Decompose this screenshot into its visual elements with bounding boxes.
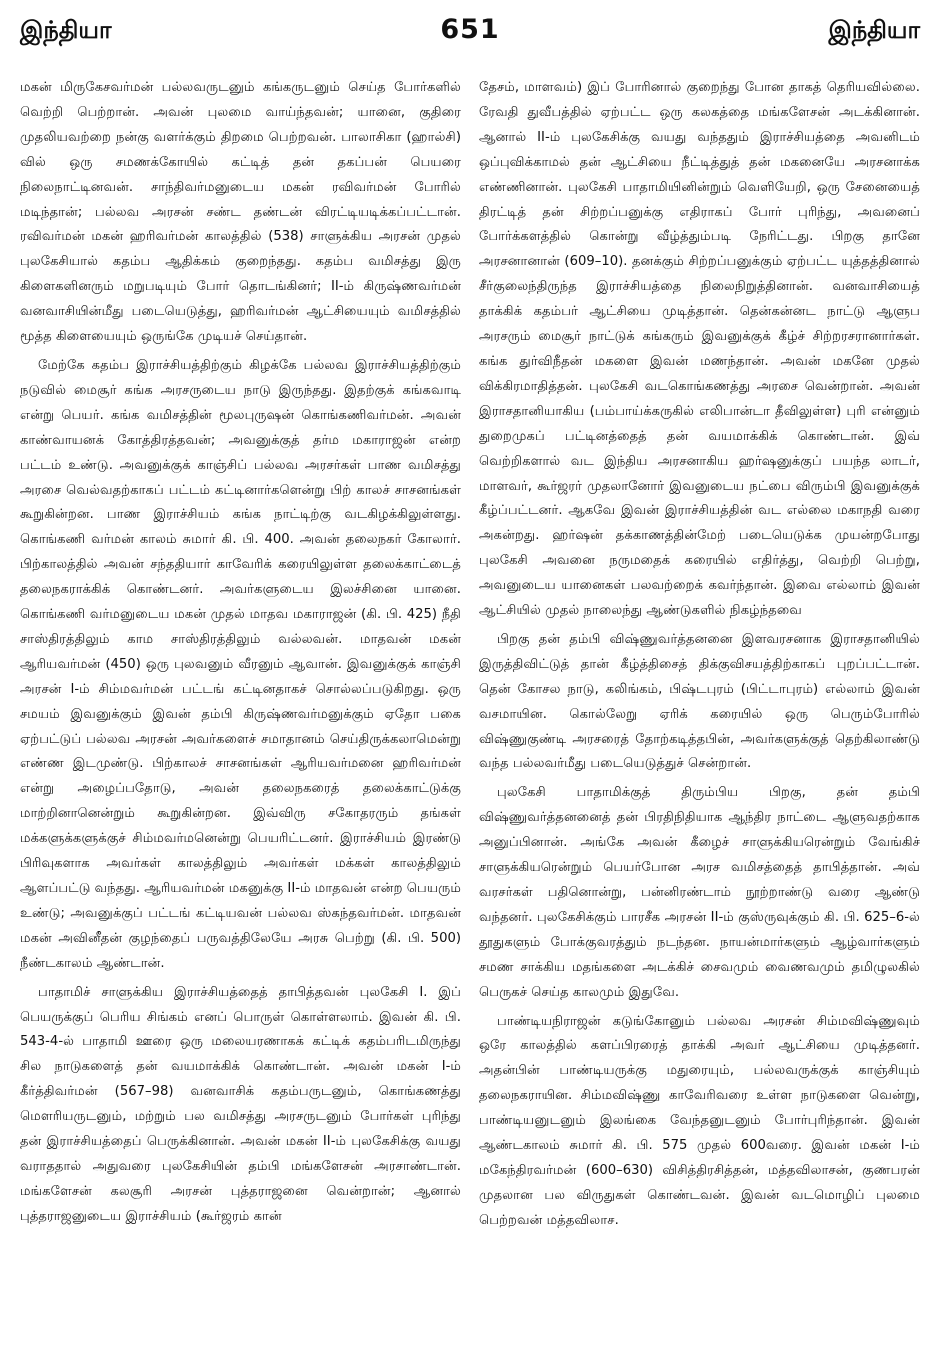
page-number: 651 <box>440 14 500 45</box>
page-header <box>20 14 920 54</box>
paragraph: பாண்டியநிராஜன் கடுங்கோனும் பல்லவ அரசன் சிம்மவிஷ்ணுவும் ஒரே காலத்தில் களப்பிரரைத் தாக்கி அவர் ஆட்சியை முடித்தனர். அதன்பின் பாண்டியருக்கு மதுரையும், பல்லவருக்குக் காஞ்சியும் தலைநகராயின. சிம்மவிஷ்ணு காவேரிவரை உள்ள நாடுகளை வென்று, பாண்டியனுடனும் இலங்கை வேந்தனுடனும் போர்புரிந்தான். இவன் ஆண்டகாலம் சுமார் கி. பி. 575 முதல் 600வரை. இவன் மகன் I-ம் மகேந்திரவர்மன் (600–630) விசித்திரசித்தன், மத்தவிலாசன், குணபரன் முதலான பல விருதுகள் கொண்டவன். இவன் வடமொழிப் புலமை பெற்றவன் மத்தவிலாச. <box>479 1013 920 1228</box>
paragraph: மகன் மிருகேசவர்மன் பல்லவருடனும் கங்கருடனும் செய்த போர்களில் வெற்றி பெற்றான். அவன் புலமை வாய்ந்தவன்; யானை, குதிரை முதலியவற்றை நன்கு வளர்க்கும் திறமை பெற்றவன். பாலாசிகா (ஹால்சி) வில் ஒரு சமணக்கோயில் கட்டித் தன் தகப்பன் பெயரை நிலைநாட்டினவன். சாந்திவர்மனுடைய மகன் ரவிவர்மன் போரில் மடிந்தான்; பல்லவ அரசன் சண்ட தண்டன் விரட்டியடிக்கப்பட்டான். ரவிவர்மன் மகன் ஹரிவர்மன் காலத்தில் (538) சாளுக்கிய அரசன் முதல் புலகேசியால் கதம்ப ஆதிக்கம் குறைந்தது. கதம்ப வமிசத்து இரு கிளைகளினரும் மறுபடியும் போர் தொடங்கினர்; II-ம் கிருஷ்ணவர்மன் வனவாசியின்மீது படையெடுத்து, ஹரிவர்மன் ஆட்சியையும் வமிசத்தில் மூத்த கிளையையும் ஒருங்கே முடியச் செய்தான். <box>20 80 461 345</box>
running-head-right: இந்தியா <box>828 16 920 44</box>
running-head-left: இந்தியா <box>20 16 112 44</box>
right-column <box>479 76 920 1238</box>
paragraph: பாதாமிச் சாளுக்கிய இராச்சியத்தைத் தாபித்தவன் புலகேசி I. இப் பெயருக்குப் பெரிய சிங்கம் எனப் பொருள் கொள்ளலாம். இவன் கி. பி. 543-4-ல் பாதாமி ஊரை ஒரு மலையரணாகக் கட்டிக் கதம்பரிடமிருந்து சில நாடுகளைத் தன் வயமாக்கிக் கொண்டான். அவன் மகன் I-ம் கீர்த்திவர்மன் (567–98) வனவாசிக் கதம்பருடனும், கொங்கணத்து மௌரியருடனும், மற்றும் பல வமிசத்து அரசருடனும் போர்கள் புரிந்து தன் இராச்சியத்தைப் பெருக்கினான். அவன் மகன் II-ம் புலகேசிக்கு வயது வராததால் அதுவரை புலகேசியின் தம்பி மங்களேசன் அரசாண்டான். மங்களேசன் கலசூரி அரசன் புத்தராஜனை வென்றான்; ஆனால் புத்தராஜனுடைய இராச்சியம் (கூர்ஜரம் கான் <box>20 984 461 1224</box>
left-column <box>20 76 461 1238</box>
paragraph: தேசம், மாளவம்) இப் போரினால் குறைந்து போன தாகத் தெரியவில்லை. ரேவதி துவீபத்தில் ஏற்பட்ட ஒரு கலகத்தை மங்களேசன் அடக்கினான். ஆனால் II-ம் புலகேசிக்கு வயது வந்ததும் இராச்சியத்தை அவனிடம் ஒப்புவிக்காமல் தன் ஆட்சியை நீட்டித்துத் தன் மகனையே அரசனாக்க எண்ணினான். புலகேசி பாதாமியினின்றும் வெளியேறி, ஒரு சேனையைத் திரட்டித் தன் சிற்றப்பனுக்கு எதிராகப் போர் புரிந்து, அவனைப் போர்க்களத்தில் கொன்று வீழ்த்தும்படி நேரிட்டது. பிறகு தானே அரசனானான் (609–10). தனக்கும் சிற்றப்பனுக்கும் ஏற்பட்ட யுத்தத்தினால் சீர்குலைந்திருந்த இராச்சியத்தை நிலைநிறுத்தினான். வனவாசியைத் தாக்கிக் கதம்பர் ஆட்சியை முடித்தான். தென்கன்னட நாட்டு ஆளுப அரசரும் மைசூர் நாட்டுக் கங்கரும் இவனுக்குக் கீழ்ச் சிற்றரசரானார்கள். கங்க துர்விநீதன் மகளை இவன் மணந்தான். அவன் மகனே முதல் விக்கிரமாதித்தன். புலகேசி வடகொங்கணத்து அரசை வென்றான். அவன் இராசதானியாகிய (பம்பாய்க்கருகில் எலிபான்டா தீவிலுள்ள) புரி என்னும் துறைமுகப் பட்டினத்தைத் தன் வயமாக்கிக் கொண்டான். இவ் வெற்றிகளால் வட இந்திய அரசனாகிய ஹர்ஷனுக்குப் பயந்த லாடர், மாளவர், கூர்ஜரர் முதலானோர் இவனுடைய நட்பை விரும்பி இவனுக்குக் கீழ்ப்பட்டனர். ஆகவே இவன் இராச்சியத்தின் வட எல்லை மகாநதி வரை அகன்றது. ஹர்ஷன் தக்காணத்தின்மேற் படையெடுக்க முயன்றபோது புலகேசி அவனை நருமதைக் கரையில் எதிர்த்து, வெற்றி பெற்று, அவனுடைய யானைகள் பலவற்றைக் கவர்ந்தான். இவை எல்லாம் இவன் ஆட்சியில் முதல் நாலைந்து ஆண்டுகளில் நிகழ்ந்தவை <box>479 80 920 619</box>
body-columns <box>20 76 920 1238</box>
paragraph: மேற்கே கதம்ப இராச்சியத்திற்கும் கிழக்கே பல்லவ இராச்சியத்திற்கும் நடுவில் மைசூர் கங்க அரசருடைய நாடு இருந்தது. இதற்குக் கங்கவாடி என்று பெயர். கங்க வமிசத்தின் மூலபுருஷன் கொங்கணிவர்மன். அவன் காண்வாயனக் கோத்திரத்தவன்; அவனுக்குத் தர்ம மகாராஜன் என்ற பட்டம் உண்டு. அவனுக்குக் காஞ்சிப் பல்லவ அரசர்கள் பாண வமிசத்து அரசை வெல்வதற்காகப் பட்டம் கட்டினார்களென்று பிற் காலச் சாசனங்கள் கூறுகின்றன. பாண இராச்சியம் கங்க நாட்டிற்கு வடகிழக்கிலுள்ளது. கொங்கணி வர்மன் காலம் சுமார் கி. பி. 400. அவன் தலைநகர் கோலார். பிற்காலத்தில் அவன் சந்ததியார் காவேரிக் கரையிலுள்ள தலைக்காட்டைத் தலைநகராக்கிக் கொண்டனர். அவர்களுடைய இலச்சினை யானை. கொங்கணி வர்மனுடைய மகன் முதல் மாதவ மகாராஜன் (கி. பி. 425) நீதி சாஸ்திரத்திலும் காம சாஸ்திரத்திலும் வல்லவன். மாதவன் மகன் ஆரியவர்மன் (450) ஒரு புலவனும் வீரனும் ஆவான். இவனுக்குக் காஞ்சி அரசன் I-ம் சிம்மவர்மன் பட்டங் கட்டினதாகச் சொல்லப்படுகிறது. ஒரு சமயம் இவனுக்கும் இவன் தம்பி கிருஷ்ணவர்மனுக்கும் ஏதோ பகை ஏற்பட்டுப் பல்லவ அரசன் அவர்களைச் சமாதானம் செய்திருக்கலாமென்று எண்ண இடமுண்டு. பிற்காலச் சாசனங்கள் ஆரியவர்மனை ஹரிவர்மன் என்று அழைப்பதோடு, அவன் தலைநகரைத் தலைக்காட்டுக்கு மாற்றினானென்றும் கூறுகின்றன. இவ்விரு சகோதரரும் தங்கள் மக்களுக்களுக்குச் சிம்மவர்மனென்று பெயரிட்டனர். இராச்சியம் இரண்டு பிரிவுகளாக அவர்கள் காலத்திலும் அவர்கள் மக்கள் காலத்திலும் ஆளப்பட்டு வந்தது. ஆரியவர்மன் மகனுக்கு II-ம் மாதவன் என்ற பெயரும் உண்டு; அவனுக்குப் பட்டங் கட்டியவன் பல்லவ ஸ்கந்தவர்மன். மாதவன் மகன் அவினீதன் குழந்தைப் பருவத்திலேயே அரசு பெற்று (கி. பி. 500) நீண்டகாலம் ஆண்டான். <box>20 357 461 971</box>
paragraph: பிறகு தன் தம்பி விஷ்ணுவர்த்தனனை இளவரசனாக இராசதானியில் இருத்திவிட்டுத் தான் கீழ்த்திசைத் திக்குவிசயத்திற்காகப் புறப்பட்டான். தென் கோசல நாடு, கலிங்கம், பிஷ்டபுரம் (பிட்டாபுரம்) எல்லாம் இவன் வசமாயின. கொல்லேறு ஏரிக் கரையில் ஒரு பெரும்போரில் விஷ்ணுகுண்டி அரசரைத் தோற்கடித்தபின், அவர்களுக்குத் தெற்கிலாண்டு வந்த பல்லவர்மீது படையெடுத்துச் சென்றான். <box>479 631 920 772</box>
paragraph: புலகேசி பாதாமிக்குத் திரும்பிய பிறகு, தன் தம்பி விஷ்ணுவர்த்தனனைத் தன் பிரதிநிதியாக ஆந்திர நாட்டை ஆளுவதற்காக அனுப்பினான். அங்கே அவன் கீழைச் சாளுக்கியரென்றும் வேங்கிச் சாளுக்கியரென்றும் பெயர்போன அரச வமிசத்தைத் தாபித்தான். அவ் வரசர்கள் பதினொன்று, பன்னிரண்டாம் நூற்றாண்டு வரை ஆண்டு வந்தனர். புலகேசிக்கும் பாரசீக அரசன் II-ம் குஸ்ருவுக்கும் கி. பி. 625–6-ல் தூதுகளும் போக்குவரத்தும் நடந்தன. நாயன்மார்களும் ஆழ்வார்களும் சமண சாக்கிய மதங்களை அடக்கிச் சைவமும் வைணவமும் தமிழுலகில் பெருகச் செய்த காலமும் இதுவே. <box>479 785 920 1000</box>
